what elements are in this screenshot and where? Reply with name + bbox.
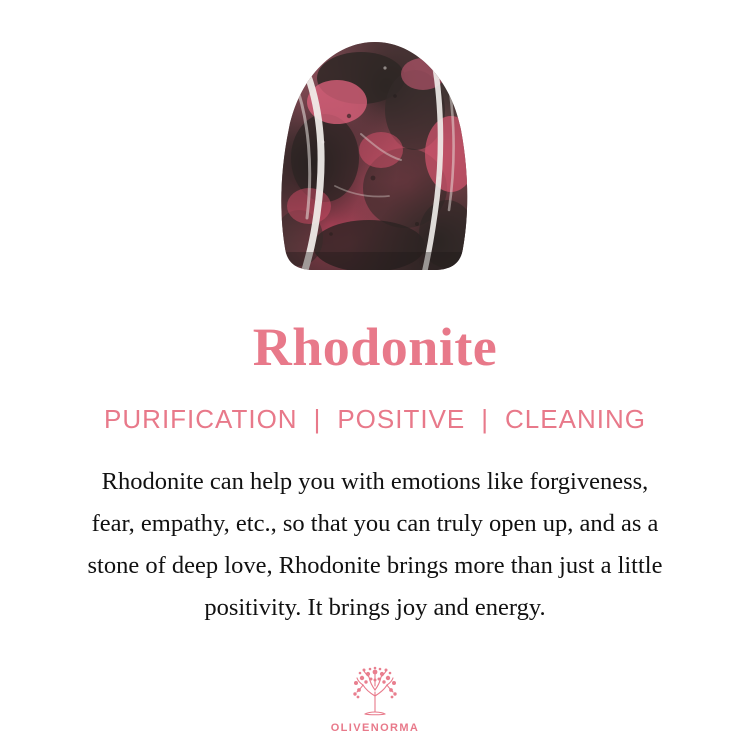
tree-of-life-icon — [344, 662, 406, 720]
keyword-positive: POSITIVE — [337, 404, 466, 434]
keyword-separator: | — [481, 404, 490, 434]
keyword-purification: PURIFICATION — [104, 404, 298, 434]
keyword-cleaning: CLEANING — [505, 404, 646, 434]
description-line: stone of deep love, Rhodonite brings more than just a little — [87, 552, 663, 580]
description-line: positivity. It brings joy and energy. — [204, 594, 546, 622]
description-line: fear, empathy, etc., so that you can truly open up, and as a — [91, 510, 659, 538]
stone-illustration — [265, 38, 485, 278]
description-text — [25, 461, 725, 630]
rhodonite-stone-image — [265, 38, 485, 278]
brand-name: OLIVENORMA — [330, 722, 420, 734]
keyword-separator: | — [313, 404, 322, 434]
keyword-list — [102, 404, 648, 435]
description-line: Rhodonite can help you with emotions like forgiveness, — [101, 468, 649, 495]
brand-logo — [0, 662, 750, 734]
page-title: Rhodonite — [252, 317, 498, 377]
